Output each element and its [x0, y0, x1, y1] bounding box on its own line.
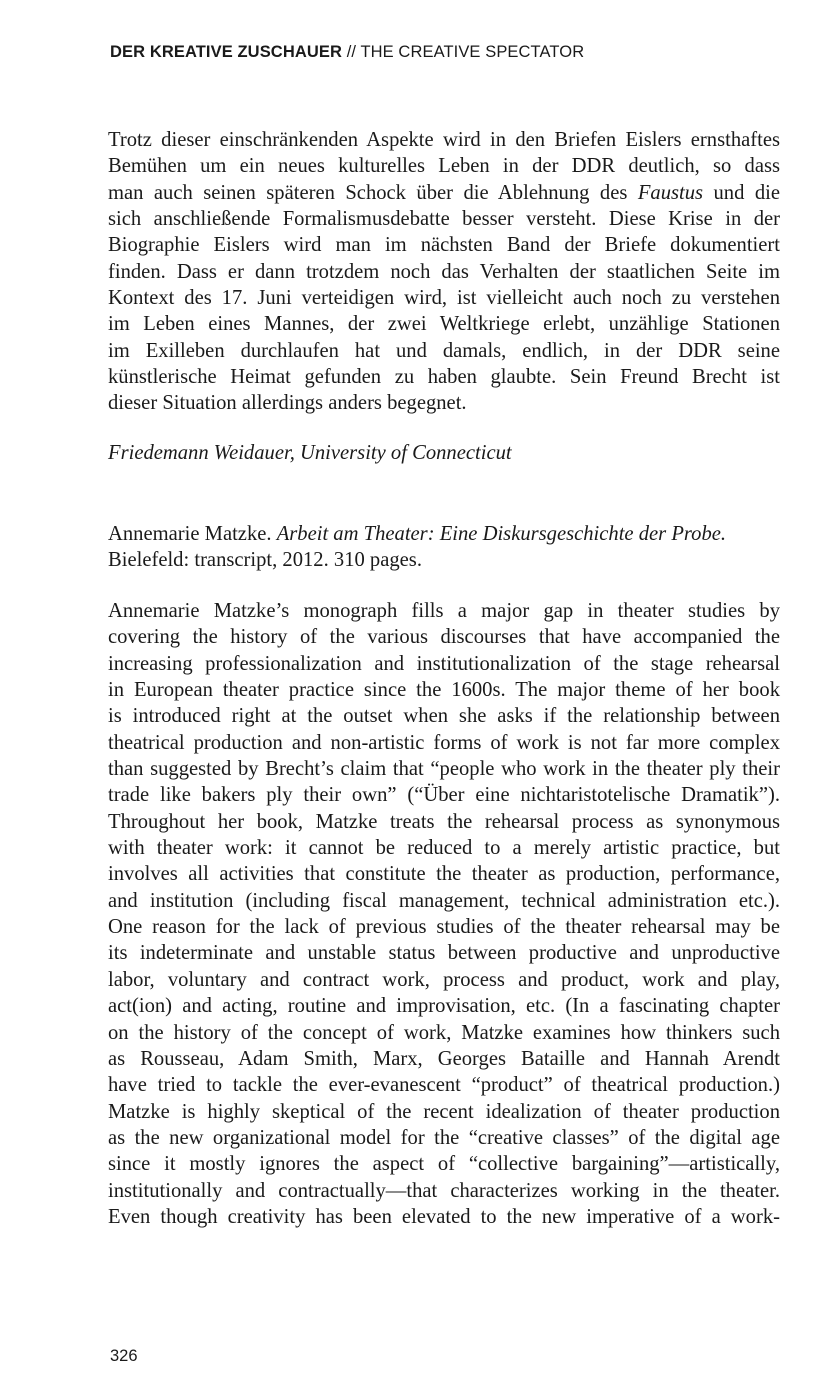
- paragraph-line: theatrical production and non-artistic forms of work is not far more complex: [108, 731, 780, 754]
- paragraph-line: Matzke is highly skeptical of the recent idealization of theater production: [108, 1100, 780, 1123]
- paragraph-line: than suggested by Brecht’s claim that “people who work in the theater ply their: [108, 758, 780, 781]
- work-title-faustus: Faustus: [637, 181, 704, 204]
- citation-title: Arbeit am Theater: Eine Diskursgeschichte der Probe.: [276, 523, 727, 545]
- header-title-de: DER KREATIVE ZUSCHAUER: [110, 43, 342, 61]
- paragraph-line: increasing professionalization and institutionalization of the stage rehearsal: [108, 652, 780, 675]
- paragraph-line-with-title: [108, 180, 780, 206]
- citation-publication: Bielefeld: transcript, 2012. 310 pages.: [108, 549, 422, 572]
- paragraph-line: as Rousseau, Adam Smith, Marx, Georges Bataille and Hannah Arendt: [108, 1047, 780, 1070]
- paragraph-line: covering the history of the various discourses that have accompanied the: [108, 626, 780, 649]
- paragraph-line: since it mostly ignores the aspect of “collective bargaining”—artistically,: [108, 1153, 780, 1176]
- paragraph-line: labor, voluntary and contract work, process and product, work and play,: [108, 968, 780, 991]
- paragraph-line: Annemarie Matzke’s monograph fills a major gap in theater studies by: [108, 600, 780, 622]
- paragraph-line: is introduced right at the outset when she asks if the relationship between: [108, 705, 780, 728]
- paragraph-line: involves all activities that constitute the theater as production, performance,: [108, 863, 780, 886]
- paragraph-line: with theater work: it cannot be reduced to a merely artistic practice, but: [108, 837, 780, 860]
- paragraph-line: dieser Situation allerdings anders begegnet.: [108, 392, 467, 415]
- paragraph-line: im Exilleben durchlaufen hat und damals, endlich, in der DDR seine: [108, 339, 780, 362]
- paragraph-line: Even though creativity has been elevated to the new imperative of a work-: [108, 1205, 780, 1228]
- paragraph-line: Trotz dieser einschränkenden Aspekte wird in den Briefen Eislers ernsthaftes: [108, 129, 780, 151]
- paragraph-line: im Leben eines Mannes, der zwei Weltkriege erlebt, unzählige Stationen: [108, 313, 780, 336]
- paragraph-line: and institution (including fiscal management, technical administration etc.).: [108, 889, 780, 912]
- paragraph-line: One reason for the lack of previous studies of the theater rehearsal may be: [108, 916, 780, 939]
- body-paragraph-1: [108, 127, 780, 417]
- header-title-en: THE CREATIVE SPECTATOR: [360, 43, 585, 61]
- citation-line: [108, 521, 780, 547]
- paragraph-line-part: man auch seinen späteren Schock über die Ablehnung des: [108, 181, 638, 204]
- paragraph-line: finden. Dass er dann trotzdem noch das Verhalten der staatlichen Seite im: [108, 260, 780, 283]
- paragraph-line: act(ion) and acting, routine and improvisation, etc. (In a fascinating chapter: [108, 995, 780, 1018]
- citation-author: Annemarie Matzke.: [108, 523, 277, 545]
- paragraph-line: its indeterminate and unstable status between productive and unproductive: [108, 942, 780, 965]
- book-citation: [108, 521, 780, 574]
- paragraph-line: institutionally and contractually—that characterizes working in the theater.: [108, 1179, 780, 1202]
- paragraph-line: in European theater practice since the 1600s. The major theme of her book: [108, 679, 780, 702]
- paragraph-line: sich anschließende Formalismusdebatte besser versteht. Diese Krise in der: [108, 208, 780, 231]
- paragraph-line: have tried to tackle the ever-evanescent “product” of theatrical production.): [108, 1074, 780, 1097]
- paragraph-line: künstlerische Heimat gefunden zu haben glaubte. Sein Freund Brecht ist: [108, 366, 780, 389]
- paragraph-line: as the new organizational model for the “creative classes” of the digital age: [108, 1126, 780, 1149]
- paragraph-line: Throughout her book, Matzke treats the rehearsal process as synonymous: [108, 810, 780, 833]
- paragraph-line-part: und die: [703, 181, 780, 204]
- paragraph-line: Kontext des 17. Juni verteidigen wird, ist vielleicht auch noch zu verstehen: [108, 287, 780, 310]
- paragraph-line: Bemühen um ein neues kulturelles Leben in der DDR deutlich, so dass: [108, 155, 780, 178]
- header-separator: //: [346, 43, 357, 61]
- paragraph-line: trade like bakers ply their own” (“Über eine nichtaristotelische Dramatik”).: [108, 784, 780, 807]
- running-header: [110, 43, 584, 62]
- paragraph-line: Biographie Eislers wird man im nächsten Band der Briefe dokumentiert: [108, 234, 780, 257]
- body-paragraph-2: [108, 598, 780, 1230]
- review-signature: Friedemann Weidauer, University of Connecticut: [108, 442, 512, 464]
- page-number: 326: [110, 1347, 138, 1365]
- paragraph-line: on the history of the concept of work, Matzke examines how thinkers such: [108, 1021, 780, 1044]
